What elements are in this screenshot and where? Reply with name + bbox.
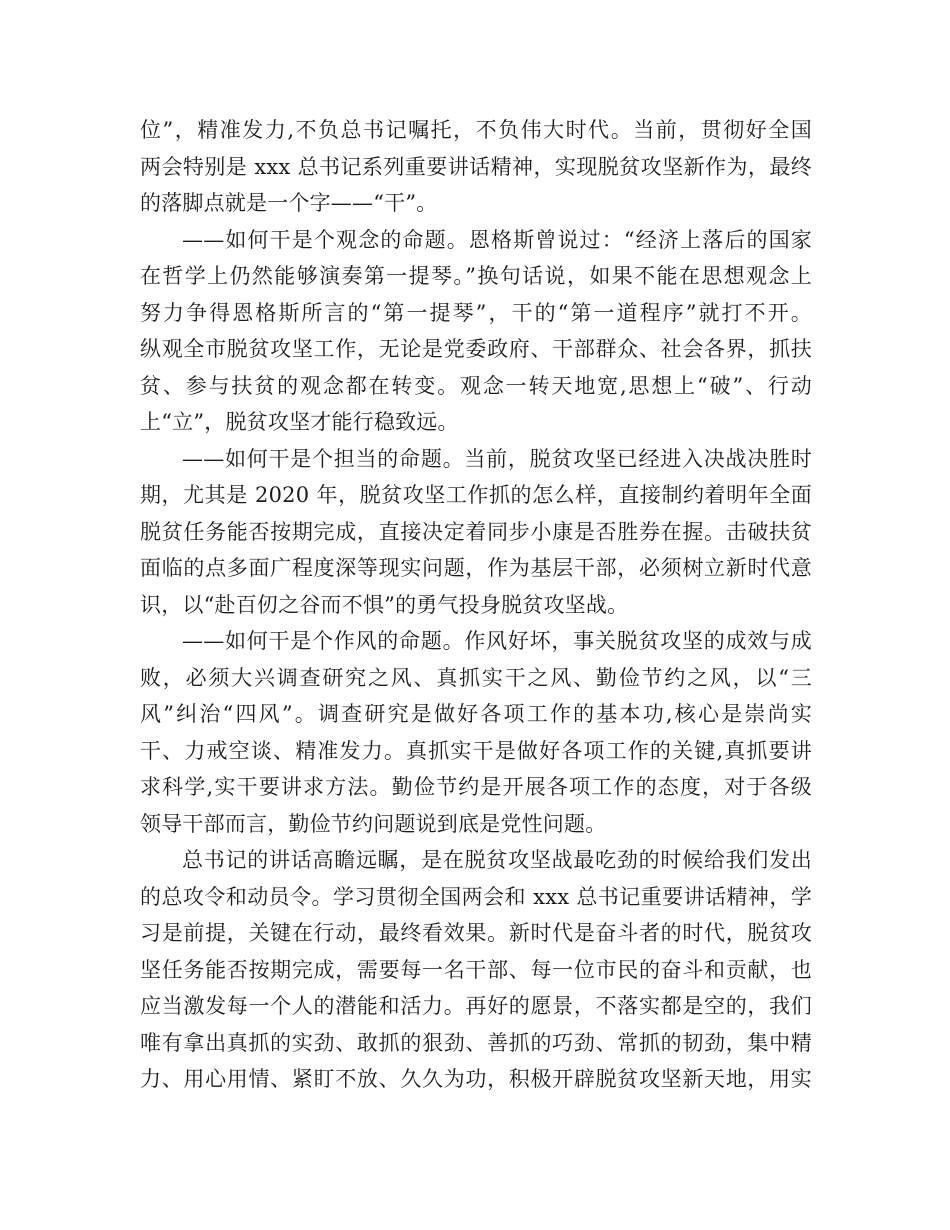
document-body xyxy=(140,112,812,1098)
text-line: ——如何干是个作风的命题。作风好坏，事关脱贫攻坚的成效与成 xyxy=(182,629,812,653)
text-line: 领导干部而言，勤俭节约问题说到底是党性问题。 xyxy=(140,811,607,836)
text-line: 应当激发每一个人的潜能和活力。再好的愿景，不落实都是空的，我们 xyxy=(140,994,812,1018)
text-line: 唯有拿出真抓的实劲、敢抓的狠劲、善抓的巧劲、常抓的韧劲，集中精 xyxy=(140,1030,812,1055)
text-line: 贫、参与扶贫的观念都在转变。观念一转天地宽,思想上“破”、行动 xyxy=(140,373,812,398)
text-line: 总书记的讲话高瞻远瞩，是在脱贫攻坚战最吃劲的时候给我们发出 xyxy=(182,848,812,872)
text-line: 习是前提，关键在行动，最终看效果。新时代是奋斗者的时代，脱贫攻 xyxy=(140,921,812,945)
text-line: 期，尤其是 2020 年，脱贫攻坚工作抓的怎么样，直接制约着明年全面 xyxy=(140,483,812,507)
text-line: 努力争得恩格斯所言的“第一提琴”，干的“第一道程序”就打不开。 xyxy=(140,300,812,325)
text-line: 纵观全市脱贫攻坚工作，无论是党委政府、干部群众、社会各界，抓扶 xyxy=(140,337,812,361)
text-line: 的落脚点就是一个字——“干”。 xyxy=(140,191,438,215)
text-line: ——如何干是个观念的命题。恩格斯曾说过：“经济上落后的国家 xyxy=(182,227,812,252)
text-line: 力、用心用情、紧盯不放、久久为功，积极开辟脱贫攻坚新天地，用实 xyxy=(140,1067,812,1091)
text-line: 上“立”，脱贫攻坚才能行稳致远。 xyxy=(140,410,459,434)
text-line: 位”，精准发力,不负总书记嘱托，不负伟大时代。当前，贯彻好全国 xyxy=(140,118,812,142)
text-line: 面临的点多面广程度深等现实问题，作为基层干部，必须树立新时代意 xyxy=(140,556,812,580)
text-line: 求科学,实干要讲求方法。勤俭节约是开展各项工作的态度，对于各级 xyxy=(140,775,812,799)
text-line: 识，以“赴百仞之谷而不惧”的勇气投身脱贫攻坚战。 xyxy=(140,592,629,617)
text-line: 败，必须大兴调查研究之风、真抓实干之风、勤俭节约之风，以“三 xyxy=(140,665,812,690)
text-line: 风”纠治“四风”。调查研究是做好各项工作的基本功,核心是崇尚实 xyxy=(140,702,812,726)
text-line: 的总攻令和动员令。学习贯彻全国两会和 xxx 总书记重要讲话精神，学 xyxy=(140,884,812,909)
text-line: 脱贫任务能否按期完成，直接决定着同步小康是否胜券在握。击破扶贫 xyxy=(140,519,812,544)
text-line: ——如何干是个担当的命题。当前，脱贫攻坚已经进入决战决胜时 xyxy=(182,446,812,471)
text-line: 在哲学上仍然能够演奏第一提琴。”换句话说，如果不能在思想观念上 xyxy=(140,264,812,288)
text-line: 干、力戒空谈、精准发力。真抓实干是做好各项工作的关键,真抓要讲 xyxy=(140,738,812,763)
text-line: 两会特别是 xxx 总书记系列重要讲话精神，实现脱贫攻坚新作为，最终 xyxy=(140,154,812,179)
text-line: 坚任务能否按期完成，需要每一名干部、每一位市民的奋斗和贡献，也 xyxy=(140,957,812,982)
